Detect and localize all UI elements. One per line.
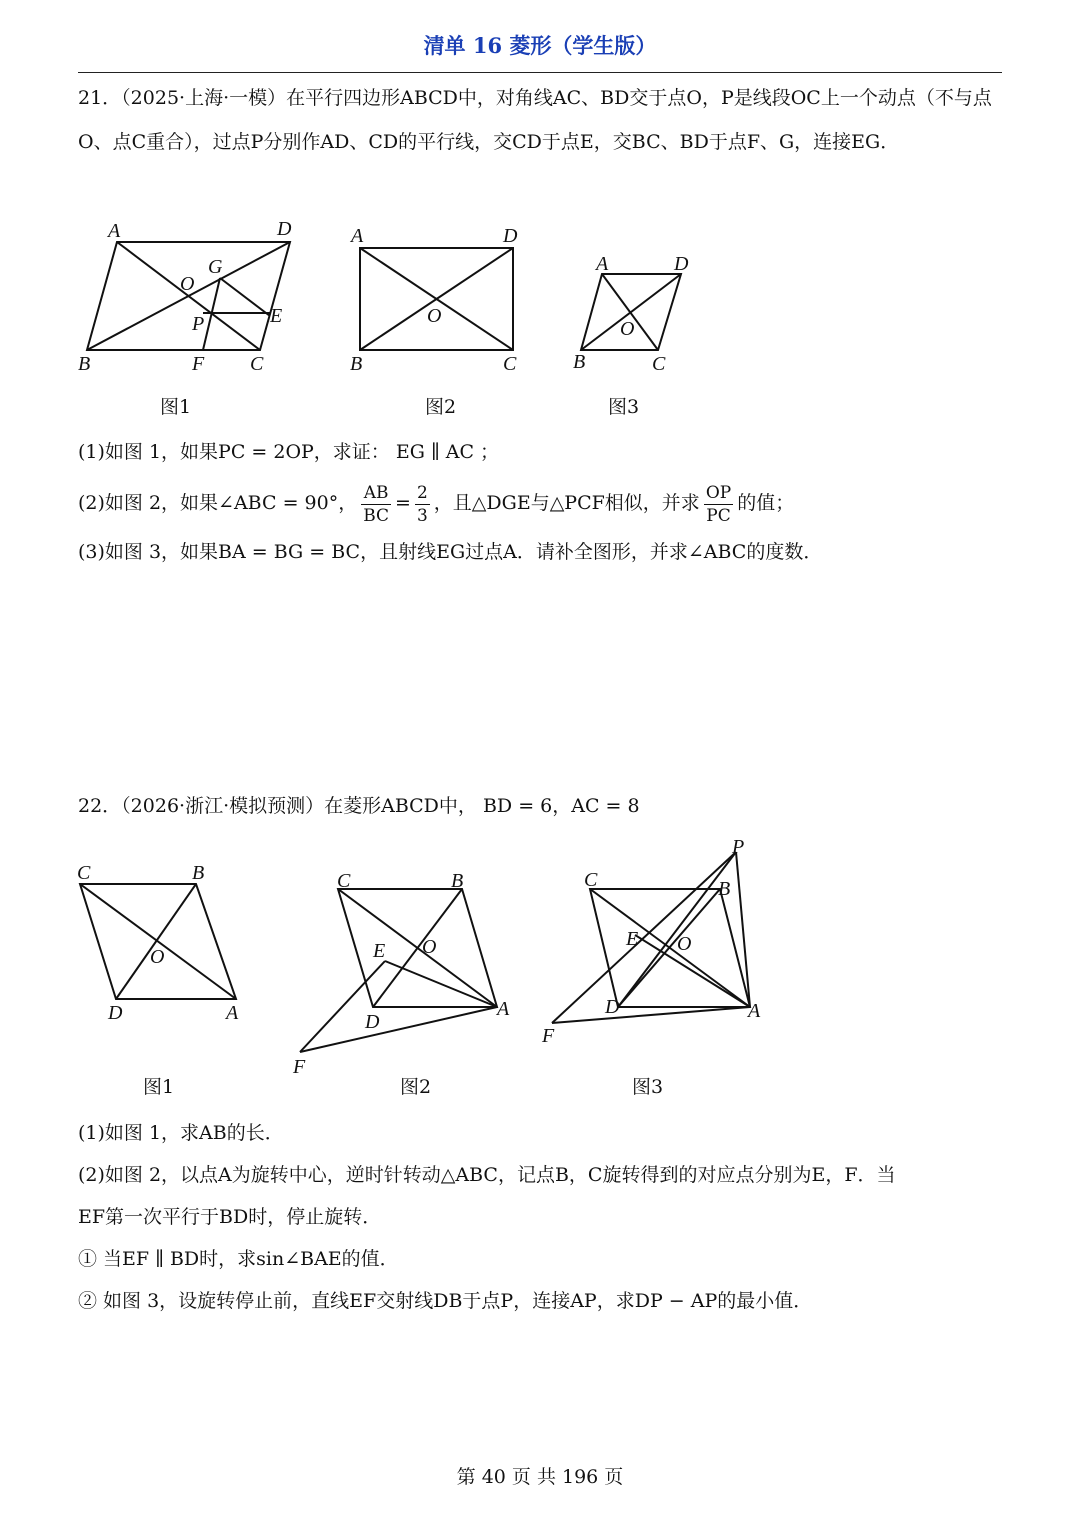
fraction-ab-bc <box>361 482 391 527</box>
q22-f3-label-O: O <box>677 933 692 955</box>
q22-f2-label-B: B <box>451 870 464 892</box>
q21-f2-label-B: B <box>350 353 363 375</box>
fraction-numerator: OP <box>705 482 732 503</box>
q21-f2-label-C: C <box>503 353 517 375</box>
q22-f2-label-O: O <box>422 936 437 958</box>
q22-f2-label-E: E <box>373 940 386 962</box>
q22-f2-label-A: A <box>497 998 510 1020</box>
fraction-numerator: 2 <box>416 482 428 503</box>
q22-stem: 22．（2026·浙江·模拟预测）在菱形ABCD中， BD = 6，AC = 8 <box>78 795 640 817</box>
q21-stem: 21．（2025·上海·一模）在平行四边形ABCD中，对角线AC、BD交于点O，P是线段OC上一个动点（不与点O、点C重合），过点P分别作AD、CD的平行线，交CD于点E，交BC、BD于点F、G，连接EG． <box>78 87 992 153</box>
q21-fig1-caption: 图1 <box>160 396 192 418</box>
q22-sub1: ① 当EF ∥ BD时，求sin∠BAE的值． <box>78 1248 399 1270</box>
q21-f3-label-B: B <box>573 351 586 373</box>
q21-figure-1 <box>70 215 310 380</box>
fraction-two-thirds <box>415 482 430 527</box>
q21-figure-3 <box>570 250 700 380</box>
q21-f3-label-A: A <box>596 253 609 275</box>
q22-f1-label-A: A <box>226 1002 239 1024</box>
q21-f1-label-B: B <box>78 353 91 375</box>
q21-f1-label-O: O <box>180 273 195 295</box>
q21-f2-label-A: A <box>351 225 364 247</box>
q22-f1-label-D: D <box>108 1002 123 1024</box>
q22-figure-3 <box>540 835 775 1050</box>
q22-f1-label-C: C <box>77 862 91 884</box>
q22-part1: (1)如图 1，求AB的长． <box>78 1122 284 1144</box>
q21-f1-label-P: P <box>192 313 205 335</box>
q22-f3-label-E: E <box>626 928 639 950</box>
q22-f2-label-F: F <box>293 1056 306 1078</box>
q21-fig3-caption: 图3 <box>608 396 640 418</box>
q22-f3-label-B: B <box>718 878 731 900</box>
q21-part2-mid: ，且△DGE与△PCF相似，并求 <box>433 492 700 514</box>
q22-fig2-caption: 图2 <box>400 1076 432 1098</box>
q22-f3-label-D: D <box>605 996 620 1018</box>
q21-f1-label-E: E <box>270 305 283 327</box>
q22-f2-label-C: C <box>337 870 351 892</box>
q21-f1-label-D: D <box>277 218 292 240</box>
q22-f1-label-B: B <box>192 862 205 884</box>
fraction-op-pc <box>704 482 733 527</box>
q21-fig2-caption: 图2 <box>425 396 457 418</box>
q21-figure-2 <box>345 222 535 380</box>
fraction-numerator: AB <box>361 482 391 505</box>
q22-figure-1 <box>70 855 255 1025</box>
q22-part2-line1: (2)如图 2，以点A为旋转中心，逆时针转动△ABC，记点B，C旋转得到的对应点分别为E，F．当 <box>78 1164 896 1186</box>
q21-part2-post: 的值； <box>737 492 795 514</box>
q21-part2 <box>78 477 794 529</box>
q22-f2-label-D: D <box>365 1011 380 1033</box>
q22-figure-2 <box>285 865 525 1080</box>
q21-f3-label-O: O <box>620 318 635 340</box>
header-rule <box>78 72 1002 73</box>
fraction-denominator: 3 <box>416 505 428 526</box>
q21-f3-label-D: D <box>674 253 689 275</box>
fraction-denominator: BC <box>363 505 390 526</box>
q21-f1-label-G: G <box>208 256 223 278</box>
q21-part2-eq: = <box>395 492 411 514</box>
q22-fig3-caption: 图3 <box>632 1076 664 1098</box>
page-header-title: 清单 16 菱形（学生版） <box>423 33 657 58</box>
fraction-denominator: PC <box>706 505 731 526</box>
q22-f3-label-A: A <box>748 1000 761 1022</box>
q21-f1-label-A: A <box>108 220 121 242</box>
q22-sub2: ② 如图 3，设旋转停止前，直线EF交射线DB于点P，连接AP，求DP − AP的最小值． <box>78 1290 813 1312</box>
q22-f3-label-P: P <box>732 836 745 858</box>
q21-part1: (1)如图 1，如果PC = 2OP，求证： EG ∥ AC ； <box>78 441 500 463</box>
page-footer: 第 40 页 共 196 页 <box>456 1466 624 1488</box>
q22-f3-label-C: C <box>584 869 598 891</box>
q21-f1-label-F: F <box>192 353 205 375</box>
q21-part3: (3)如图 3，如果BA = BG = BC，且射线EG过点A．请补全图形，并求∠ABC的度数． <box>78 541 823 563</box>
q22-part2-line2: EF第一次平行于BD时，停止旋转． <box>78 1206 382 1228</box>
q22-fig1-caption: 图1 <box>143 1076 175 1098</box>
q21-f2-label-D: D <box>503 225 518 247</box>
q22-f3-label-F: F <box>542 1025 555 1047</box>
q22-f1-label-O: O <box>150 946 165 968</box>
q21-f1-label-C: C <box>250 353 264 375</box>
q21-part2-pre: (2)如图 2，如果∠ABC = 90°， <box>78 492 358 514</box>
q21-f2-label-O: O <box>427 305 442 327</box>
q21-f3-label-C: C <box>652 353 666 375</box>
